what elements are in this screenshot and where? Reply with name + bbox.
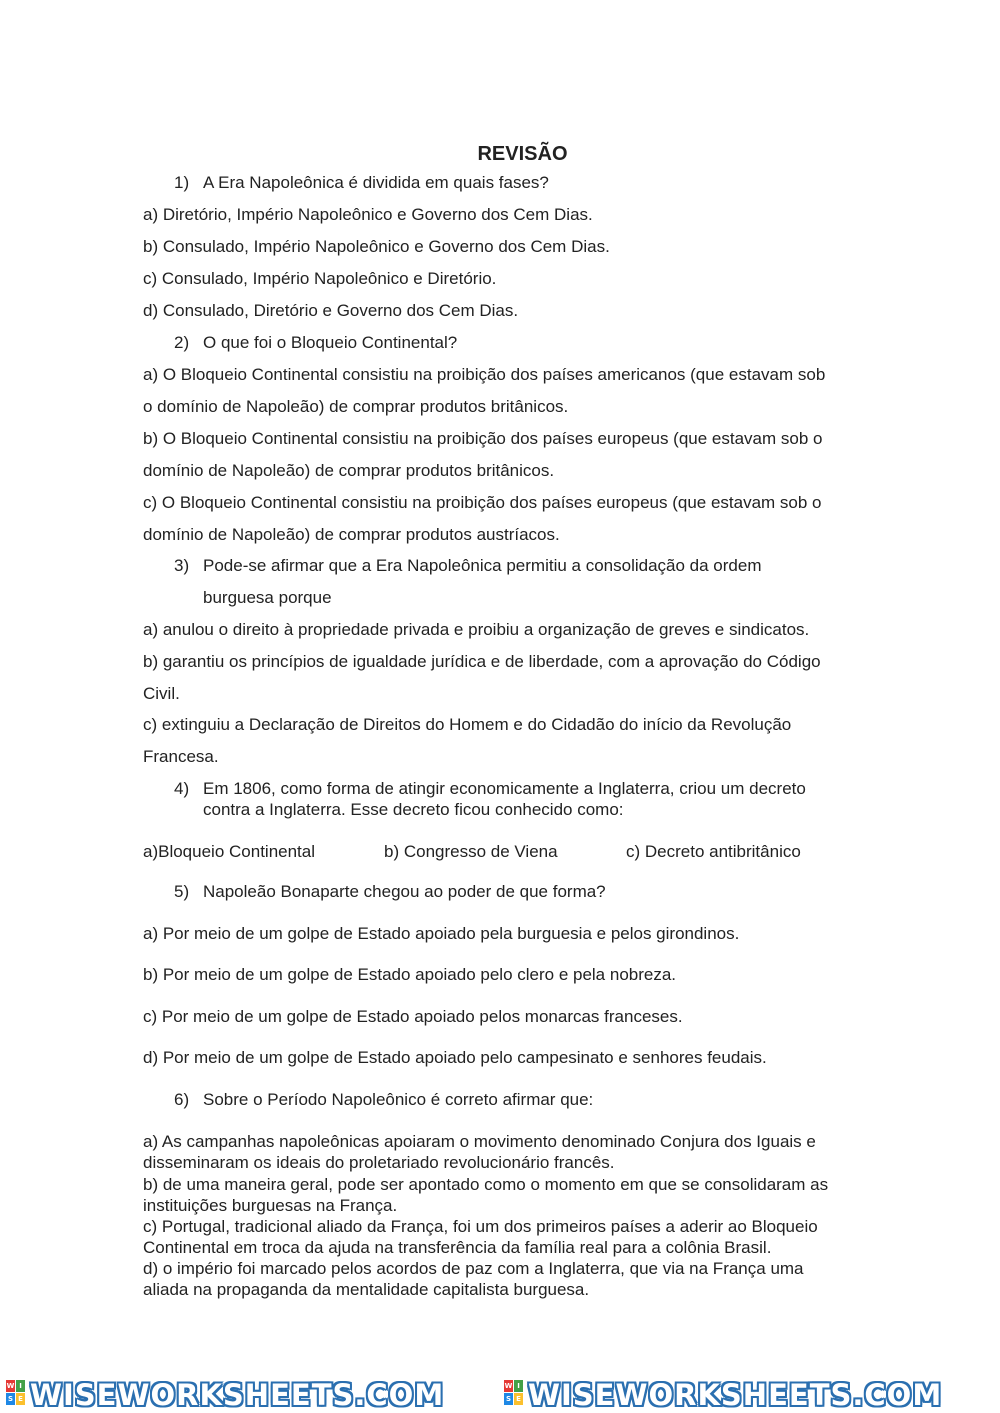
q2-option-a-line2: o domínio de Napoleão) de comprar produtos britânicos. [143,397,569,416]
footer-branding [0,1372,1000,1413]
q6-option-a-line1: a) As campanhas napoleônicas apoiaram o movimento denominado Conjura dos Iguais e [143,1132,816,1151]
q5-option-b: b) Por meio de um golpe de Estado apoiado pelo clero e pela nobreza. [143,965,677,984]
brand-wordmark: WISEWORKSHEETS.COM [30,1378,445,1412]
question-3-line2: burguesa porque [203,588,332,607]
question-text: Napoleão Bonaparte chegou ao poder de que forma? [203,882,606,901]
question-text-line1: Em 1806, como forma de atingir economicamente a Inglaterra, criou um decreto [203,779,806,798]
question-1 [174,173,549,193]
q1-option-a: a) Diretório, Império Napoleônico e Governo dos Cem Dias. [143,205,593,224]
question-number: 4) [174,779,190,798]
q6-option-d-line2: aliada na propaganda da mentalidade capitalista burguesa. [143,1280,590,1299]
q1-option-d: d) Consulado, Diretório e Governo dos Cem Dias. [143,301,519,320]
question-2 [174,333,457,353]
q3-option-a: a) anulou o direito à propriedade privada e proibiu a organização de greves e sindicatos. [143,620,810,639]
q3-option-c-line2: Francesa. [143,747,219,766]
question-number: 2) [174,333,190,352]
q4-option-a: a)Bloqueio Continental [143,842,316,861]
question-text: A Era Napoleônica é dividida em quais fases? [203,173,549,192]
question-text: O que foi o Bloqueio Continental? [203,333,458,352]
q2-option-c-line1: c) O Bloqueio Continental consistiu na proibição dos países europeus (que estavam sob o [143,493,822,512]
question-number: 5) [174,882,190,901]
question-text-line1: Pode-se afirmar que a Era Napoleônica permitiu a consolidação da ordem [203,556,762,575]
q2-option-b-line2: domínio de Napoleão) de comprar produtos britânicos. [143,461,555,480]
logo-icon: W I S E [504,1380,524,1406]
question-number: 6) [174,1090,190,1109]
question-5 [174,882,606,902]
q5-option-c: c) Por meio de um golpe de Estado apoiado pelos monarcas franceses. [143,1007,683,1026]
q2-option-b-line1: b) O Bloqueio Continental consistiu na proibição dos países europeus (que estavam sob o [143,429,823,448]
q3-option-b-line2: Civil. [143,684,180,703]
q4-option-c: c) Decreto antibritânico [626,842,801,861]
question-number: 3) [174,556,190,575]
q6-option-b-line1: b) de uma maneira geral, pode ser apontado como o momento em que se consolidaram as [143,1175,829,1194]
q1-option-b: b) Consulado, Império Napoleônico e Governo dos Cem Dias. [143,237,610,256]
q6-option-a-line2: disseminaram os ideais do proletariado revolucionário francês. [143,1153,615,1172]
q2-option-a-line1: a) O Bloqueio Continental consistiu na proibição dos países americanos (que estavam sob [143,365,826,384]
q2-option-c-line2: domínio de Napoleão) de comprar produtos austríacos. [143,525,560,544]
logo-icon: W I S E [6,1380,26,1406]
q3-option-c-line1: c) extinguiu a Declaração de Direitos do Homem e do Cidadão do início da Revolução [143,715,792,734]
question-number: 1) [174,173,190,192]
q1-option-c: c) Consulado, Império Napoleônico e Diretório. [143,269,497,288]
question-text: Sobre o Período Napoleônico é correto afirmar que: [203,1090,594,1109]
question-3 [174,556,761,576]
brand-wordmark: WISEWORKSHEETS.COM [528,1378,943,1412]
q3-option-b-line1: b) garantiu os princípios de igualdade jurídica e de liberdade, com a aprovação do Código [143,652,821,671]
question-6 [174,1090,593,1110]
question-4 [174,779,806,799]
q6-option-c-line2: Continental em troca da ajuda na transferência da família real para a colônia Brasil. [143,1238,772,1257]
q6-option-b-line2: instituições burguesas na França. [143,1196,398,1215]
q5-option-d: d) Por meio de um golpe de Estado apoiado pelo campesinato e senhores feudais. [143,1048,767,1067]
page-title: REVISÃO [477,143,568,165]
question-4-line2: contra a Inglaterra. Esse decreto ficou conhecido como: [203,800,624,819]
q6-option-d-line1: d) o império foi marcado pelos acordos de paz com a Inglaterra, que via na França uma [143,1259,804,1278]
q4-option-b: b) Congresso de Viena [384,842,558,861]
q6-option-c-line1: c) Portugal, tradicional aliado da França, foi um dos primeiros países a aderir ao Bloqueio [143,1217,818,1236]
q5-option-a: a) Por meio de um golpe de Estado apoiado pela burguesia e pelos girondinos. [143,924,740,943]
